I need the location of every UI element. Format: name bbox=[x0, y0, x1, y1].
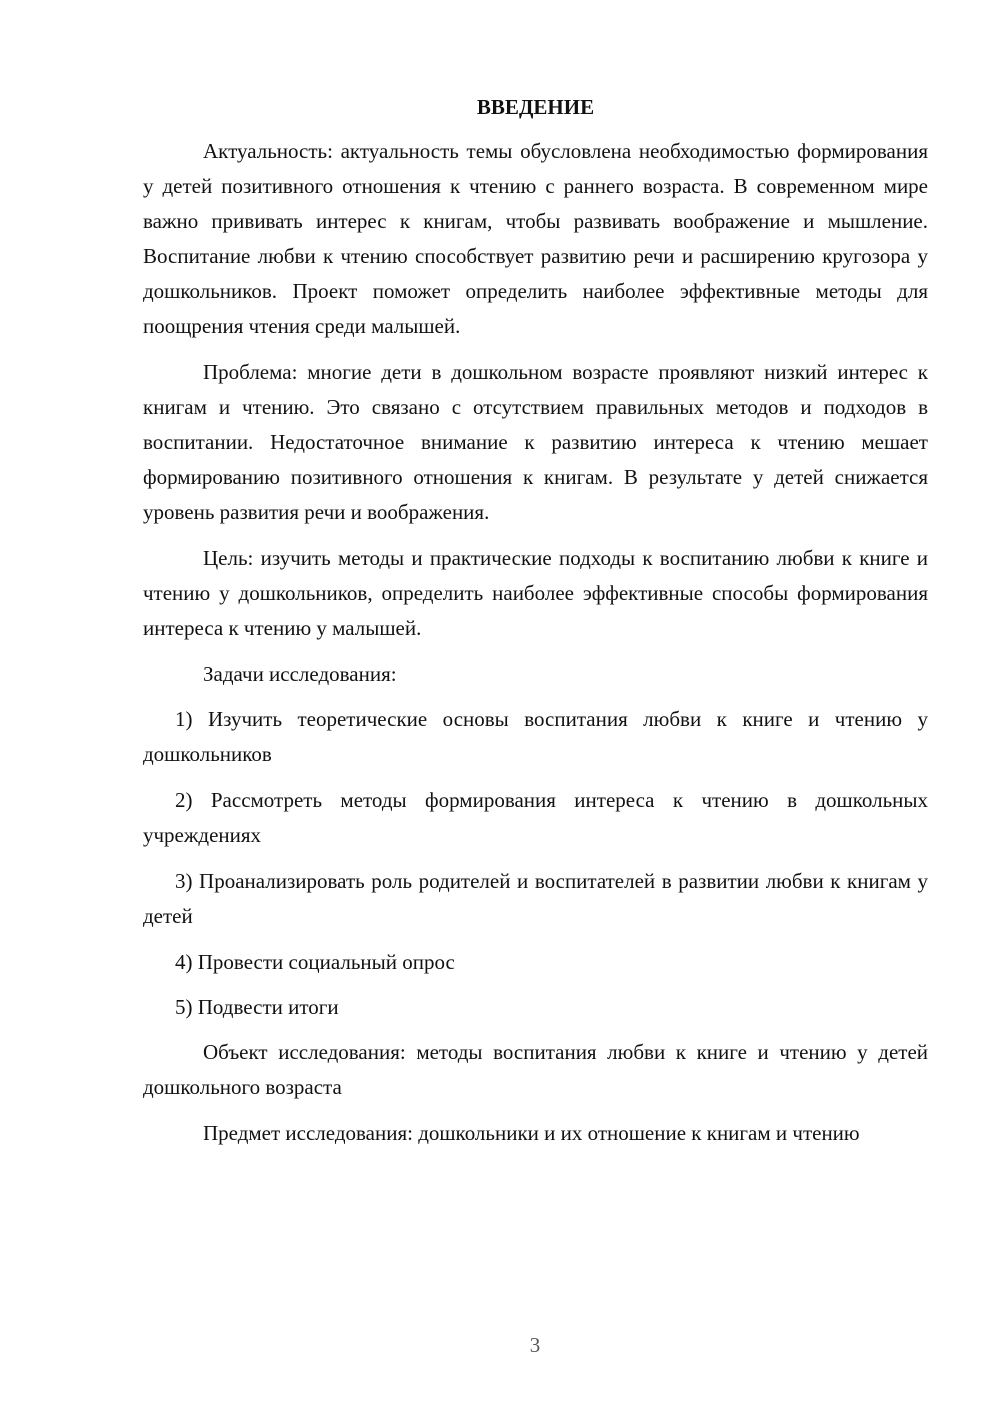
object-paragraph: Объект исследования: методы воспитания любви к книге и чтению у детей дошкольного возраста bbox=[143, 1040, 928, 1099]
task-item-5: 5) Подвести итоги bbox=[175, 995, 339, 1019]
relevance-paragraph: Актуальность: актуальность темы обусловлена необходимостью формирования у детей позитивного отношения к чтению с раннего возраста. В современном мире важно прививать интерес к книгам, чтобы развивать воображение и мышление. Воспитание любви к чтению способствует развитию речи и расширению кругозора у дошкольников. Проект поможет определить наиболее эффективные методы для поощрения чтения среди малышей. bbox=[143, 139, 928, 338]
problem-paragraph: Проблема: многие дети в дошкольном возрасте проявляют низкий интерес к книгам и чтению. Это связано с отсутствием правильных методов и подходов в воспитании. Недостаточное внимание к развитию интереса к чтению мешает формированию позитивного отношения к книгам. В результате у детей снижается уровень развития речи и воображения. bbox=[143, 360, 928, 524]
goal-paragraph: Цель: изучить методы и практические подходы к воспитанию любви к книге и чтению у дошкольников, определить наиболее эффективные способы формирования интереса к чтению у малышей. bbox=[143, 546, 928, 640]
task-item-3: 3) Проанализировать роль родителей и воспитателей в развитии любви к книгам у детей bbox=[143, 869, 928, 928]
task-item-4: 4) Провести социальный опрос bbox=[175, 950, 455, 974]
document-title: ВВЕДЕНИЕ bbox=[476, 95, 595, 119]
task-item-2: 2) Рассмотреть методы формирования интереса к чтению в дошкольных учреждениях bbox=[143, 788, 928, 847]
tasks-heading: Задачи исследования: bbox=[203, 662, 397, 686]
page-number: 3 bbox=[529, 1333, 541, 1357]
task-item-1: 1) Изучить теоретические основы воспитания любви к книге и чтению у дошкольников bbox=[143, 707, 928, 766]
subject-paragraph: Предмет исследования: дошкольники и их отношение к книгам и чтению bbox=[203, 1121, 860, 1145]
document-page bbox=[143, 90, 928, 1162]
